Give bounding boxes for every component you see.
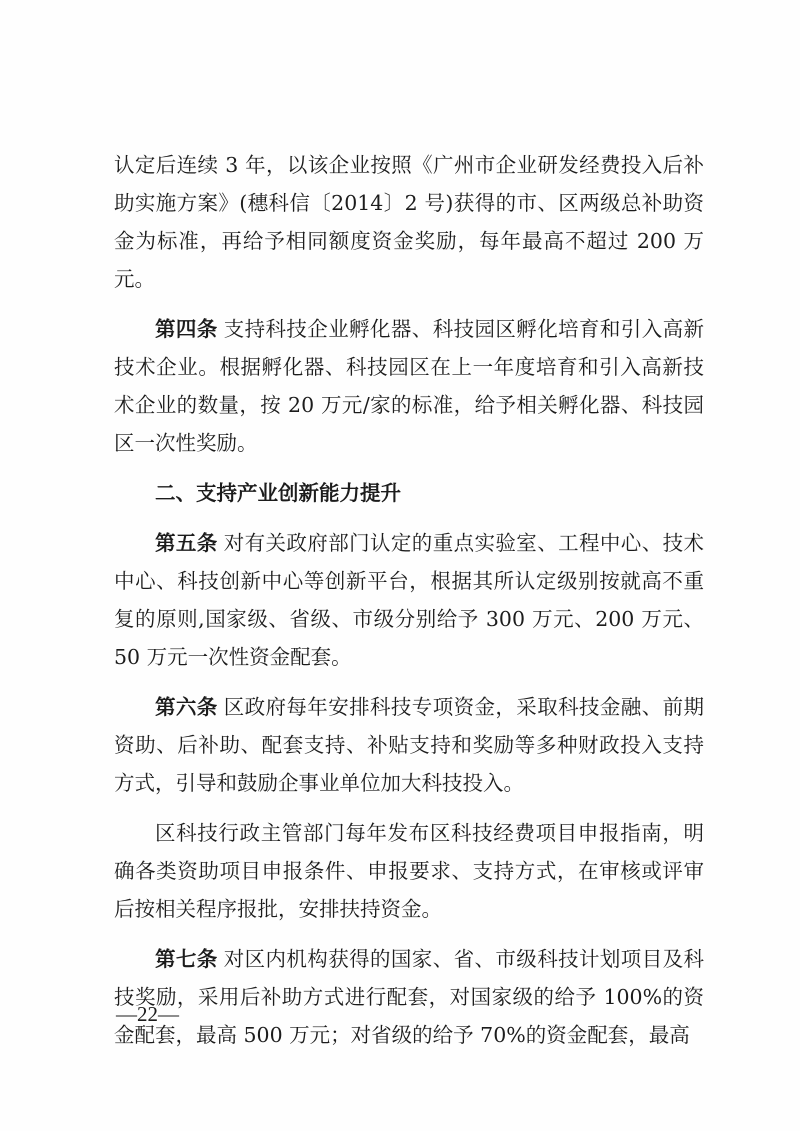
article-7-paragraph <box>114 940 704 1054</box>
paragraph-text: 区科技行政主管部门每年发布区科技经费项目申报指南，明确各类资助项目申报条件、申报要求、支持方式，在审核或评审后按相关程序报批，安排扶持资金。 <box>114 821 704 921</box>
article-label: 第四条 <box>155 317 218 341</box>
article-text: 对区内机构获得的国家、省、市级科技计划项目及科技奖励，采用后补助方式进行配套，对国家级的给予 100%的资金配套，最高 500 万元；对省级的给予 70%的资金配套，最高 <box>114 947 705 1047</box>
article-6-paragraph <box>114 688 704 802</box>
section-heading-text: 二、支持产业创新能力提升 <box>155 481 401 505</box>
page-number: —22— <box>116 1002 179 1026</box>
article-label: 第五条 <box>155 531 218 555</box>
article-text: 对有关政府部门认定的重点实验室、工程中心、技术中心、科技创新中心等创新平台，根据其所认定级别按就高不重复的原则,国家级、省级、市级分别给予 300 万元、200 万元、50 万元一次性资金配套。 <box>114 531 705 669</box>
paragraph-text: 认定后连续 3 年，以该企业按照《广州市企业研发经费投入后补助实施方案》(穗科信〔2014〕2 号)获得的市、区两级总补助资金为标准，再给予相同额度资金奖励，每年最高不超过 200 万元。 <box>114 153 704 291</box>
article-text: 支持科技企业孵化器、科技园区孵化培育和引入高新技术企业。根据孵化器、科技园区在上一年度培育和引入高新技术企业的数量，按 20 万元/家的标准，给予相关孵化器、科技园区一次性奖励。 <box>114 317 705 455</box>
section-heading <box>114 474 704 512</box>
paragraph-continuation <box>114 146 704 298</box>
plain-paragraph <box>114 814 704 928</box>
document-body <box>114 146 704 1054</box>
article-label: 第七条 <box>155 947 218 971</box>
article-text: 区政府每年安排科技专项资金，采取科技金融、前期资助、后补助、配套支持、补贴支持和奖励等多种财政投入支持方式，引导和鼓励企事业单位加大科技投入。 <box>114 695 705 795</box>
article-4-paragraph <box>114 310 704 462</box>
article-label: 第六条 <box>155 695 218 719</box>
article-5-paragraph <box>114 524 704 676</box>
